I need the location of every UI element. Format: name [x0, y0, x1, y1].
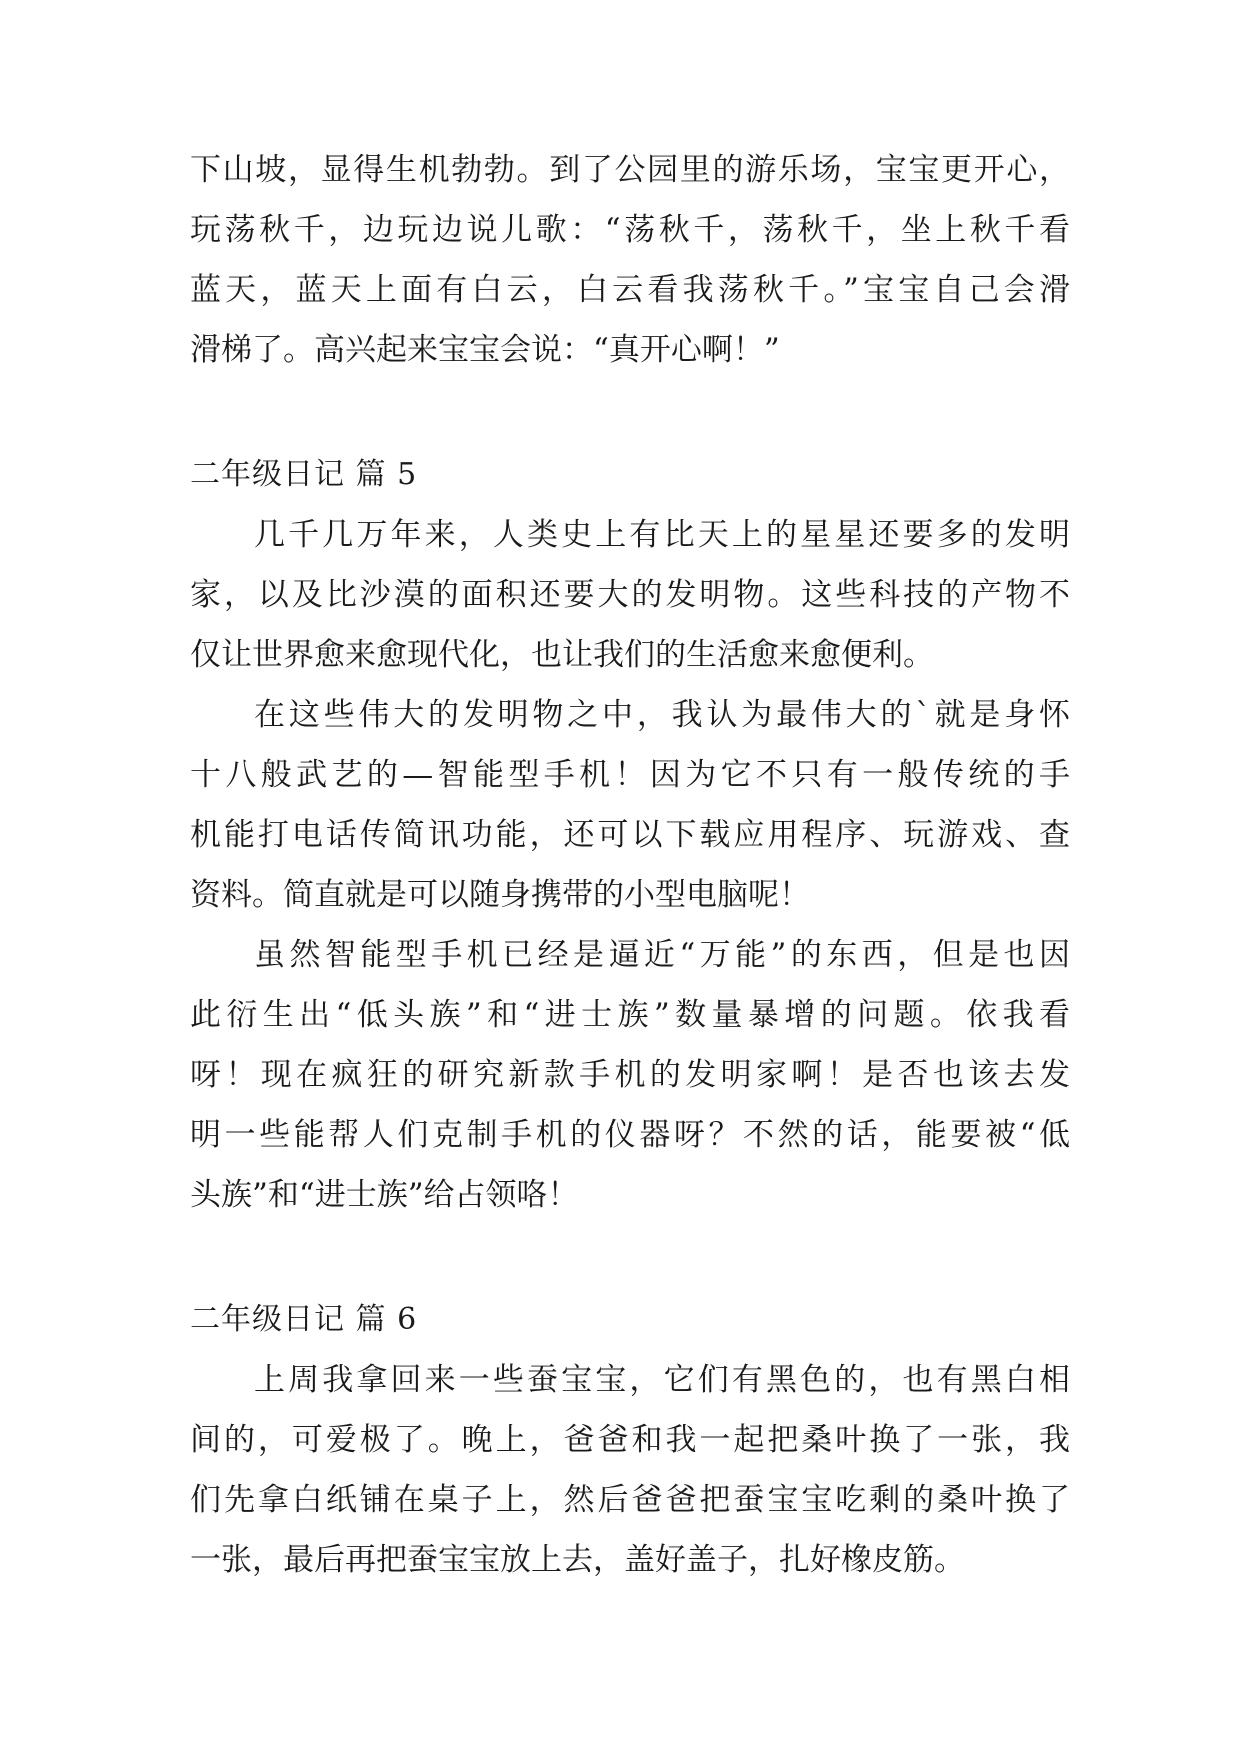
text-line: 头族”和“进士族”给占领咯！	[190, 1177, 579, 1213]
text-line: 上周我拿回来一些蚕宝宝，它们有黑色的，也有黑白相	[254, 1362, 1070, 1398]
text-line: 蓝天，蓝天上面有白云，白云看我荡秋千。”宝宝自己会滑	[190, 272, 1070, 308]
text-line: 明一些能帮人们克制手机的仪器呀？不然的话，能要被“低	[190, 1117, 1070, 1153]
text-line: 间的，可爱极了。晚上，爸爸和我一起把桑叶换了一张，我	[190, 1422, 1070, 1458]
text-line: 呀！现在疯狂的研究新款手机的发明家啊！是否也该去发	[190, 1057, 1070, 1093]
text-line: 下山坡，显得生机勃勃。到了公园里的游乐场，宝宝更开心，	[190, 152, 1070, 188]
text-line: 虽然智能型手机已经是逼近“万能”的东西，但是也因	[254, 937, 1070, 973]
section-heading: 二年级日记 篇 5	[190, 457, 418, 492]
text-line: 在这些伟大的发明物之中，我认为最伟大的`就是身怀	[254, 697, 1070, 733]
section-heading: 二年级日记 篇 6	[190, 1302, 418, 1337]
text-line: 几千几万年来，人类史上有比天上的星星还要多的发明	[254, 517, 1070, 553]
text-line: 们先拿白纸铺在桌子上，然后爸爸把蚕宝宝吃剩的桑叶换了	[190, 1482, 1070, 1518]
text-line: 机能打电话传简讯功能，还可以下载应用程序、玩游戏、查	[190, 817, 1070, 853]
text-line: 十八般武艺的—智能型手机！因为它不只有一般传统的手	[190, 757, 1070, 793]
text-line: 一张，最后再把蚕宝宝放上去，盖好盖子，扎好橡皮筋。	[190, 1542, 965, 1578]
text-line: 玩荡秋千，边玩边说儿歌：“荡秋千，荡秋千，坐上秋千看	[190, 212, 1070, 248]
text-line: 家，以及比沙漠的面积还要大的发明物。这些科技的产物不	[190, 577, 1070, 613]
text-line: 仅让世界愈来愈现代化，也让我们的生活愈来愈便利。	[190, 637, 934, 673]
text-line: 资料。简直就是可以随身携带的小型电脑呢！	[190, 877, 810, 913]
text-line: 滑梯了。高兴起来宝宝会说：“真开心啊！”	[190, 332, 780, 368]
text-line: 此衍生出“低头族”和“进士族”数量暴增的问题。依我看	[190, 997, 1070, 1033]
